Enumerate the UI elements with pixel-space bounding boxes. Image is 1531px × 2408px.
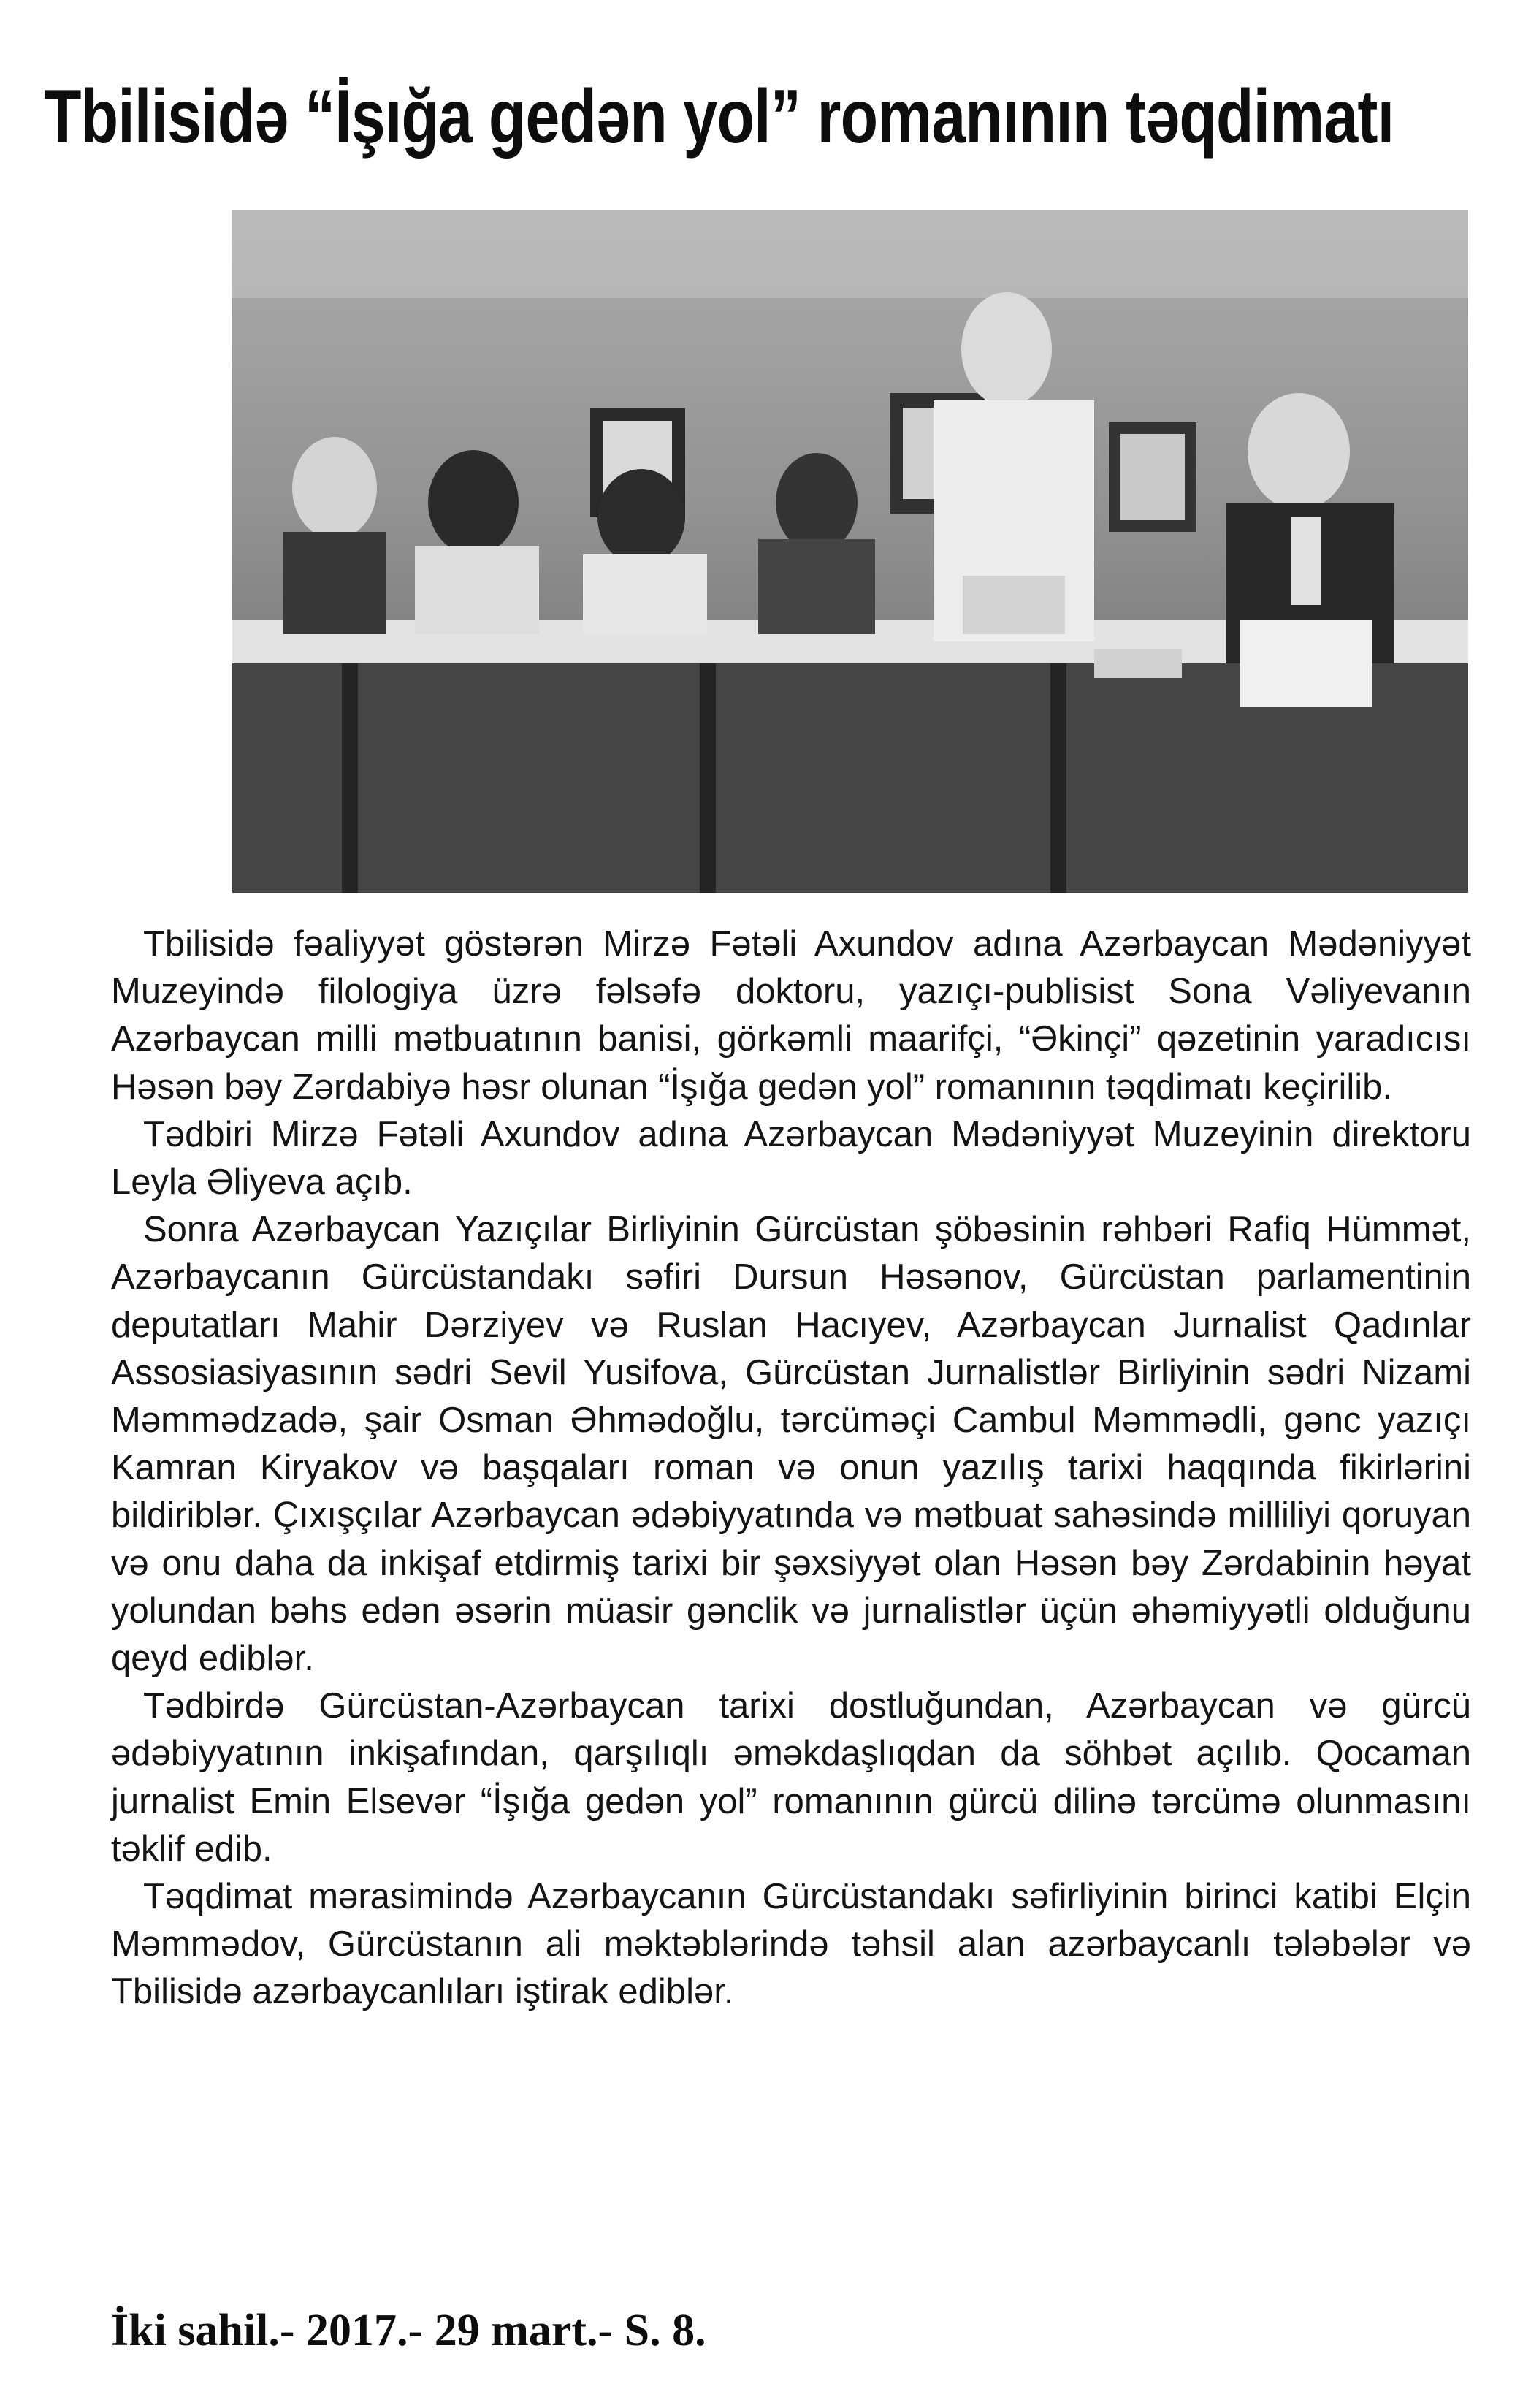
article-paragraph: Sonra Azərbaycan Yazıçılar Birliyinin Gürcüstan şöbəsinin rəhbəri Rafiq Hümmət, Azərbaycanın Gürcüstandakı səfiri Dursun Həsənov, Gürcüstan parlamentinin deputatları Mahir Dərziyev və Ruslan Hacıyev, Azərbaycan Jurnalist Qadınlar Assosiasiyasının sədri Sevil Yusifova, Gürcüstan Jurnalistlər Birliyinin sədri Nizami Məmmədzadə, şair Osman Əhmədoğlu, tərcüməçi Cambul Məmmədli, gənc yazıçı Kamran Kiryakov və başqaları roman və onun yazılış tarixi haqqında fikirlərini bildiriblər. Çıxışçılar Azərbaycan ədəbiyyatında və mətbuat sahəsində milliliyi qoruyan və onu daha da inkişaf etdirmiş tarixi bir şəxsiyyət olan Həsən bəy Zərdabinin həyat yolundan bəhs edən əsərin müasir gənclik və jurnalistlər üçün əhəmiyyətli olduğunu qeyd ediblər. [111,1210,1471,1679]
article-paragraph: Tədbiri Mirzə Fətəli Axundov adına Azərbaycan Mədəniyyət Muzeyinin direktoru Leyla Əliyeva açıb. [111,1114,1471,1203]
article-body [111,921,1471,2016]
article-paragraph: Tbilisidə fəaliyyət göstərən Mirzə Fətəli Axundov adına Azərbaycan Mədəniyyət Muzeyində filologiya üzrə fəlsəfə doktoru, yazıçı-publisist Sona Vəliyevanın Azərbaycan milli mətbuatının banisi, görkəmli maarifçi, “Əkinçi” qəzetinin yaradıcısı Həsən bəy Zərdabiyə həsr olunan “İşığa gedən yol” romanının təqdimatı keçirilib. [111,924,1471,1107]
source-citation: İki sahil.- 2017.- 29 mart.- S. 8. [111,2306,706,2355]
event-photo-icon [232,210,1468,893]
article-paragraph: Tədbirdə Gürcüstan-Azərbaycan tarixi dostluğundan, Azərbaycan və gürcü ədəbiyyatının inkişafından, qarşılıqlı əməkdaşlıqdan da söhbət açılıb. Qocaman jurnalist Emin Elsevər “İşığa gedən yol” romanının gürcü dilinə tərcümə olunmasını təklif edib. [111,1686,1471,1869]
event-photo [232,210,1468,893]
article-paragraph: Təqdimat mərasimində Azərbaycanın Gürcüstandakı səfirliyinin birinci katibi Elçin Məmmədov, Gürcüstanın ali məktəblərində təhsil alan azərbaycanlı tələbələr və Tbilisidə azərbaycanlıları iştirak ediblər. [111,1877,1471,2012]
headline: Tbilisidə “İşığa gedən yol” romanının təqdimatı [44,75,1394,159]
